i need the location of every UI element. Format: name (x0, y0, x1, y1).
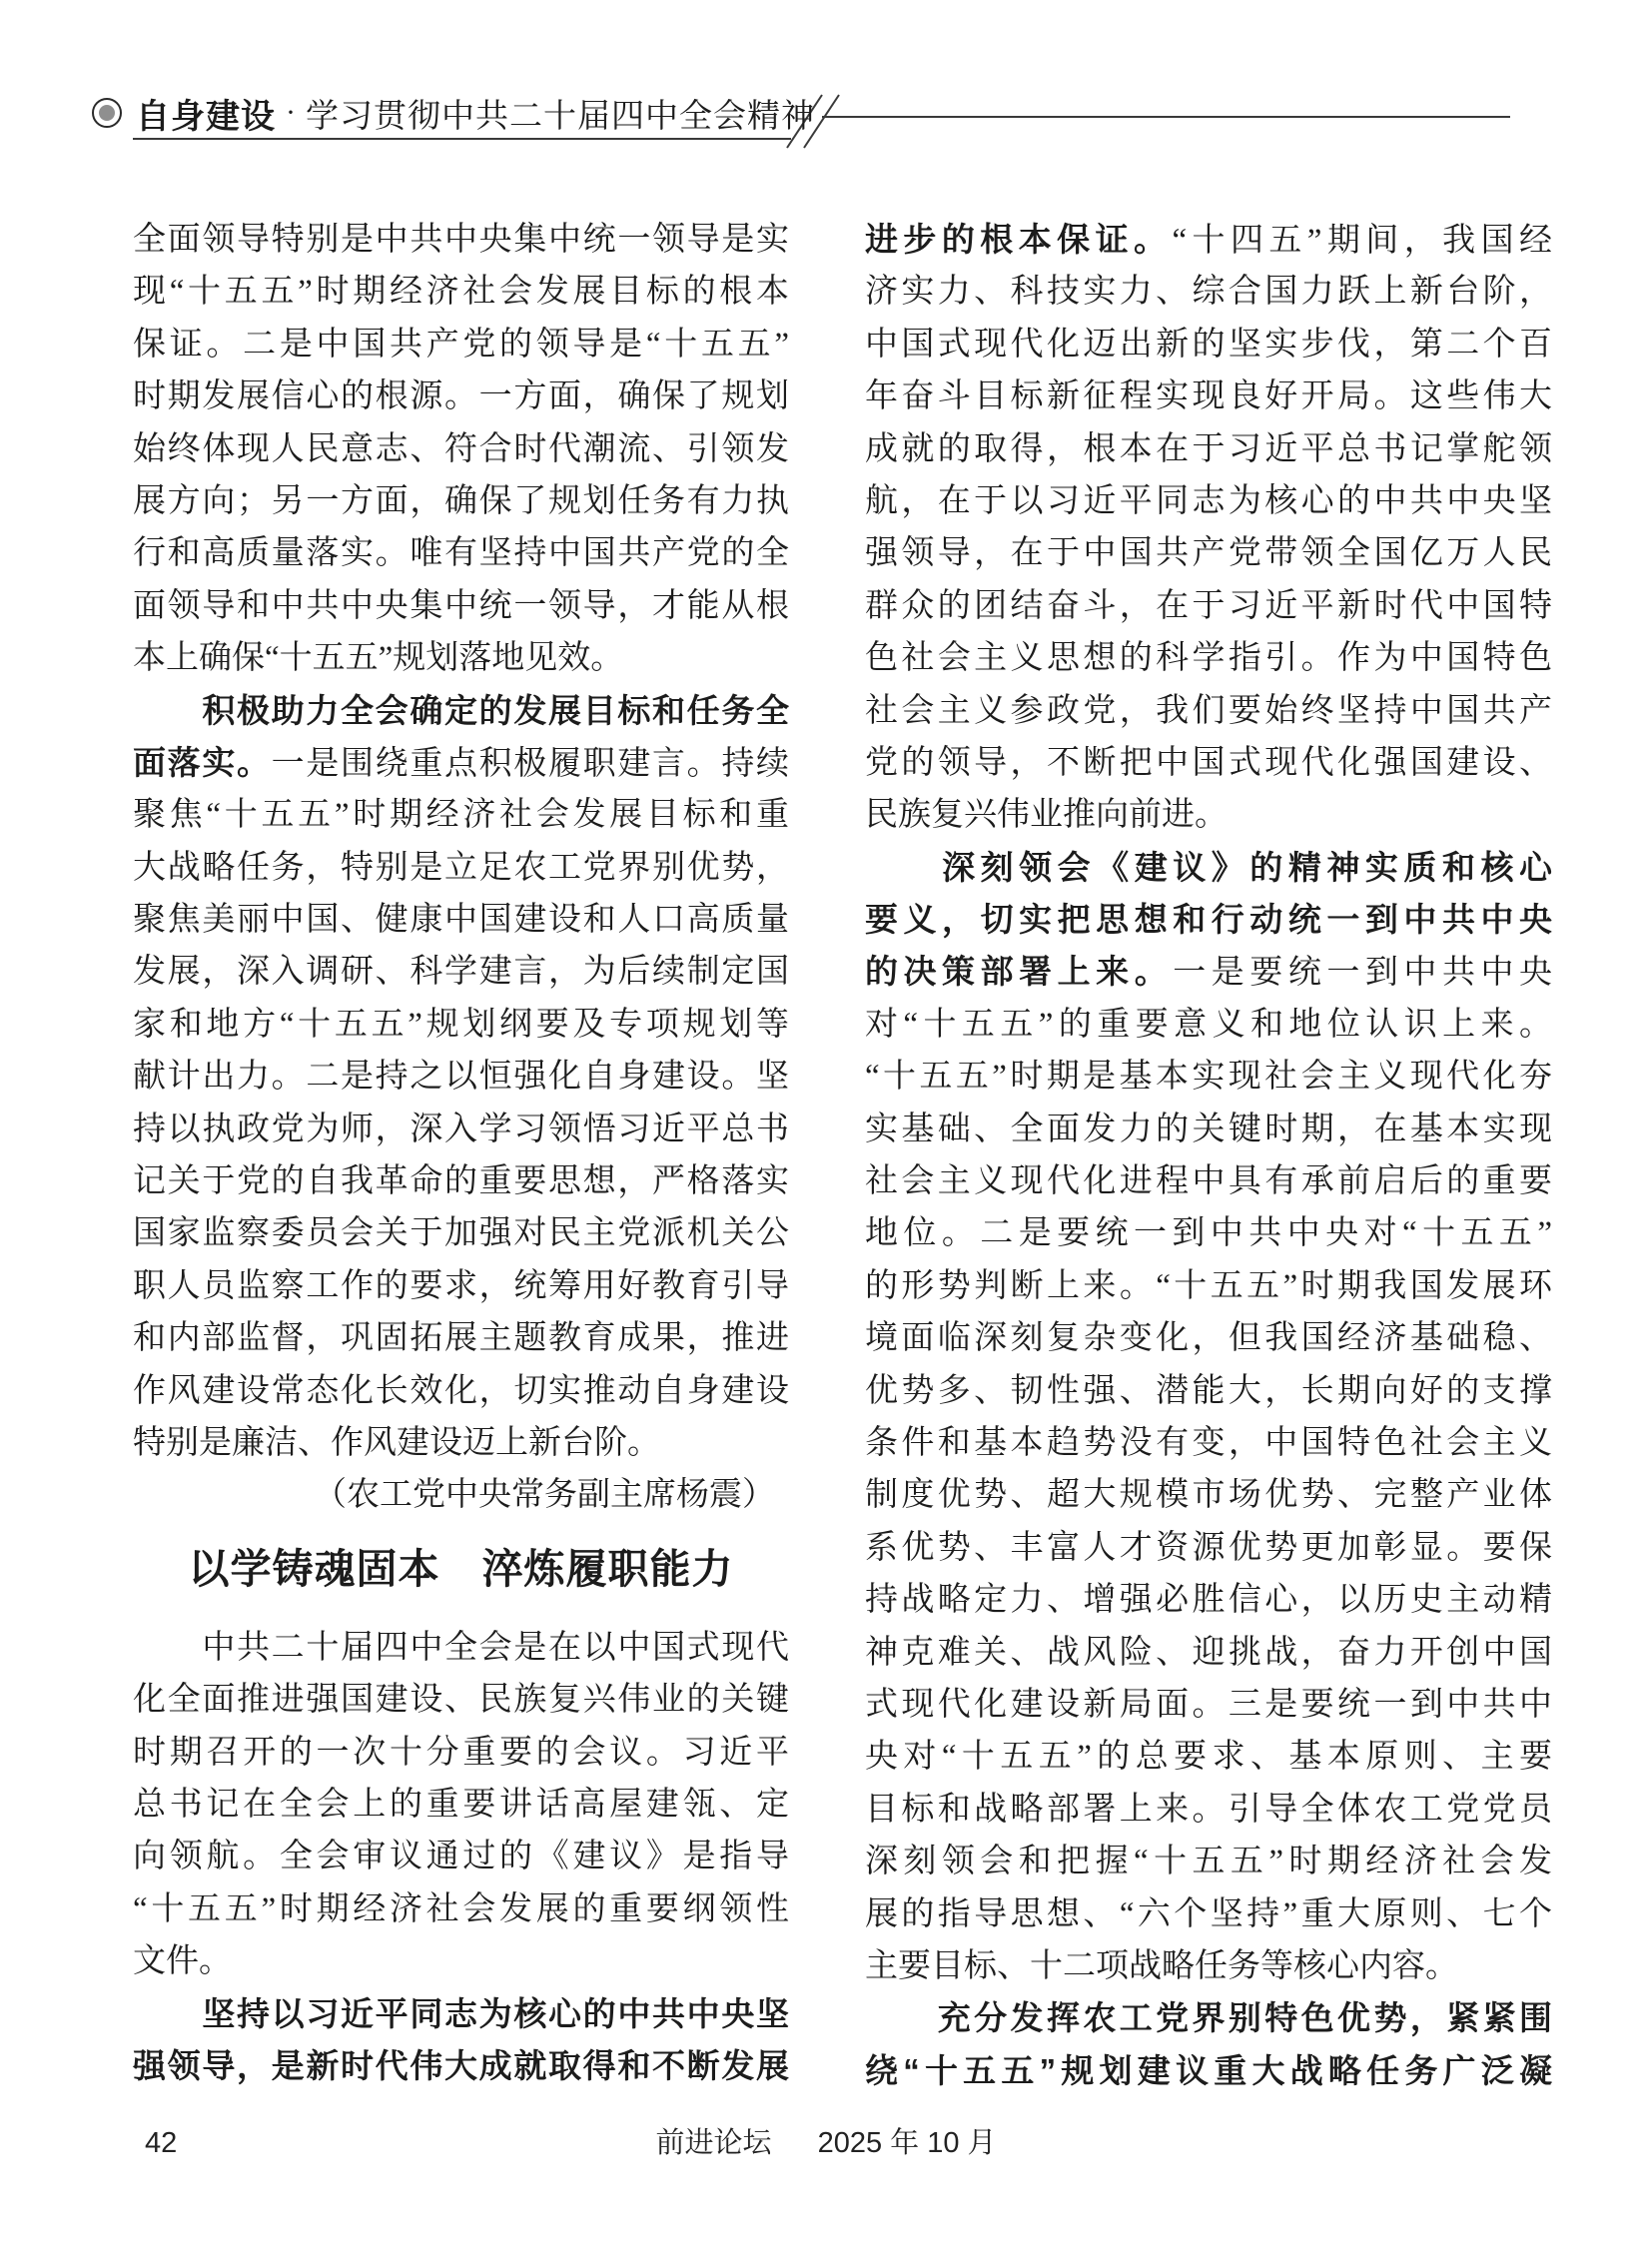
text-segment: 充分发挥农工党界别特色优势，紧紧围 (937, 1999, 1553, 2037)
text-segment: 强领导，是新时代伟大成就取得和不断发展 (133, 2046, 789, 2084)
text-line (133, 1260, 789, 1312)
text-line (133, 319, 789, 371)
text-line (865, 1260, 1552, 1312)
text-segment: 对“十五五”的重要意义和地位认识上来。 (865, 1006, 1552, 1043)
text-segment: 始终体现人民意志、符合时代潮流、引领发 (133, 430, 789, 467)
text-line (133, 789, 789, 841)
text-line (865, 1104, 1552, 1155)
text-segment: 条件和基本趋势没有变，中国特色社会主义 (865, 1424, 1552, 1461)
text-segment: 优势多、韧性强、潜能大，长期向好的支撑 (865, 1372, 1552, 1409)
text-segment: 保证。二是中国共产党的领导是“十五五” (133, 326, 789, 363)
text-line (865, 1731, 1552, 1783)
text-line (865, 1784, 1552, 1836)
text-line (133, 580, 789, 632)
text-segment: 济实力、科技实力、综合国力跃上新台阶， (865, 274, 1552, 311)
text-line (865, 1417, 1552, 1469)
text-line (133, 2040, 789, 2092)
text-line (133, 266, 789, 318)
text-segment: 党的领导，不断把中国式现代化强国建设、 (865, 744, 1552, 781)
page-footer (0, 2123, 1652, 2163)
text-segment: 的形势判断上来。“十五五”时期我国发展环 (865, 1267, 1552, 1304)
text-line (865, 685, 1552, 737)
text-segment: 大战略任务，特别是立足农工党界别优势， (133, 849, 789, 886)
text-segment: 向领航。全会审议通过的《建议》是指导 (133, 1839, 789, 1875)
text-segment: 坚持以习近平同志为核心的中共中央坚 (202, 1994, 790, 2032)
header-rule (0, 0, 1652, 170)
text-segment: 面落实。 (133, 743, 272, 781)
column-right (865, 214, 1552, 2097)
text-line (865, 632, 1552, 684)
text-segment: 的决策部署上来。 (865, 953, 1174, 991)
text-line (865, 1469, 1552, 1521)
text-segment: 神克难关、战风险、迎挑战，奋力开创中国 (865, 1634, 1552, 1671)
text-segment: 行和高质量落实。唯有坚持中国共产党的全 (133, 535, 789, 572)
text-segment: 航，在于以习近平同志为核心的中共中央坚 (865, 482, 1552, 519)
text-segment: 时期召开的一次十分重要的会议。习近平 (133, 1734, 789, 1771)
text-line (865, 1627, 1552, 1679)
text-segment: 制度优势、超大规模市场优势、完整产业体 (865, 1477, 1552, 1514)
text-segment: 民族复兴伟业推向前进。 (865, 797, 1228, 834)
section-bullet-icon (92, 98, 122, 128)
header-topic: 学习贯彻中共二十届四中全会精神 (306, 98, 815, 135)
text-segment: 主要目标、十二项战略任务等核心内容。 (865, 1947, 1458, 1984)
text-segment: 记关于党的自我革命的重要思想，严格落实 (133, 1163, 789, 1200)
text-line (865, 527, 1552, 579)
text-segment: 成就的取得，根本在于习近平总书记掌舵领 (865, 430, 1552, 467)
text-line (865, 894, 1552, 946)
text-line (133, 1674, 789, 1726)
text-line (133, 946, 789, 998)
text-line (133, 999, 789, 1051)
text-segment: 国家监察委员会关于加强对民主党派机关公 (133, 1215, 789, 1252)
text-line (865, 475, 1552, 527)
text-line (865, 1155, 1552, 1207)
text-line (865, 946, 1552, 998)
text-segment: 群众的团结奋斗，在于习近平新时代中国特 (865, 587, 1552, 624)
text-line (133, 632, 789, 684)
text-line (133, 1988, 789, 2040)
text-line (133, 1831, 789, 1882)
text-segment: 献计出力。二是持之以恒强化自身建设。坚 (133, 1059, 789, 1096)
text-line (133, 1051, 789, 1103)
text-segment: 和内部监督，巩固拓展主题教育成果，推进 (133, 1320, 789, 1357)
text-line (133, 1155, 789, 1207)
text-segment: 化全面推进强国建设、民族复兴伟业的关键 (133, 1682, 789, 1719)
text-segment: 深刻领会和把握“十五五”时期经济社会发 (865, 1844, 1552, 1880)
text-segment: 中共二十届四中全会是在以中国式现代 (133, 1629, 789, 1666)
text-line (865, 1051, 1552, 1103)
text-line (865, 1574, 1552, 1626)
text-segment: 特别是廉洁、作风建设迈上新台阶。 (133, 1424, 660, 1461)
text-line (133, 1312, 789, 1364)
text-segment: 强领导，在于中国共产党带领全国亿万人民 (865, 535, 1552, 572)
paragraph (865, 1992, 1552, 2097)
text-segment: 社会主义现代化进程中具有承前启后的重要 (865, 1163, 1552, 1200)
page-number: 42 (145, 2127, 178, 2159)
paragraph (133, 1622, 789, 1988)
text-line (133, 1883, 789, 1935)
text-segment: “十四五”期间，我国经 (1172, 223, 1553, 259)
text-segment (865, 2001, 938, 2037)
text-segment: 式现代化建设新局面。三是要统一到中共中 (865, 1686, 1552, 1723)
text-line (865, 1312, 1552, 1364)
text-segment: 要义，切实把思想和行动统一到中共中央 (865, 901, 1552, 939)
text-line (865, 1207, 1552, 1259)
paragraph (133, 1988, 789, 2093)
text-line (133, 1417, 789, 1469)
text-line (865, 999, 1552, 1051)
text-segment: 家和地方“十五五”规划纲要及专项规划等 (133, 1006, 789, 1043)
text-line (133, 1207, 789, 1259)
text-line (865, 842, 1552, 894)
page-header (0, 0, 1652, 170)
text-line (865, 1522, 1552, 1574)
text-line (133, 1104, 789, 1155)
text-segment: 作风建设常态化长效化，切实推动自身建设 (133, 1372, 789, 1409)
footer-center (0, 2123, 1652, 2163)
text-line (133, 894, 789, 946)
text-segment: 实基础、全面发力的关键时期，在基本实现 (865, 1111, 1552, 1147)
column-left (133, 214, 789, 2092)
text-line (133, 371, 789, 422)
text-line (133, 1622, 789, 1674)
text-segment: 系优势、丰富人才资源优势更加彰显。要保 (865, 1529, 1552, 1566)
text-segment: 深刻领会《建议》的精神实质和核心 (942, 848, 1553, 886)
text-segment: 地位。二是要统一到中共中央对“十五五” (865, 1215, 1552, 1252)
text-segment: 年奋斗目标新征程实现良好开局。这些伟大 (865, 378, 1552, 415)
text-line (133, 423, 789, 475)
text-line (865, 266, 1552, 318)
text-line (865, 1992, 1552, 2044)
text-segment: 现“十五五”时期经济社会发展目标的根本 (133, 274, 789, 311)
paragraph (133, 214, 789, 685)
text-segment: 持战略定力、增强必胜信心，以历史主动精 (865, 1582, 1552, 1619)
text-line (865, 1836, 1552, 1887)
issue-date: 2025 年 10 月 (817, 2127, 997, 2159)
text-segment (865, 851, 942, 887)
paragraph (865, 214, 1552, 842)
text-line (865, 1679, 1552, 1731)
text-line (133, 1365, 789, 1417)
text-line (133, 1727, 789, 1779)
text-segment: 聚焦“十五五”时期经济社会发展目标和重 (133, 797, 789, 834)
text-segment (133, 694, 202, 730)
text-line (865, 214, 1552, 266)
text-segment: 持以执政党为师，深入学习领悟习近平总书 (133, 1111, 789, 1147)
text-segment: 展的指导思想、“六个坚持”重大原则、七个 (865, 1895, 1552, 1932)
text-segment: 发展，深入调研、科学建言，为后续制定国 (133, 954, 789, 991)
text-segment (133, 1997, 202, 2033)
text-segment: 全面领导特别是中共中央集中统一领导是实 (133, 222, 789, 258)
text-line (133, 842, 789, 894)
header-separator: · (286, 96, 296, 129)
text-segment: 总书记在全会上的重要讲话高屋建瓴、定 (133, 1786, 789, 1823)
paragraph (865, 842, 1552, 1993)
text-segment: 文件。 (133, 1943, 232, 1980)
text-line (865, 1940, 1552, 1992)
text-segment: 色社会主义思想的科学指引。作为中国特色 (865, 640, 1552, 677)
text-segment: 中国式现代化迈出新的坚实步伐，第二个百 (865, 326, 1552, 363)
text-line (865, 580, 1552, 632)
text-line (865, 371, 1552, 422)
text-segment: “十五五”时期经济社会发展的重要纲领性 (133, 1890, 789, 1927)
text-segment: 积极助力全会确定的发展目标和任务全 (202, 691, 790, 729)
text-segment: 展方向；另一方面，确保了规划任务有力执 (133, 482, 789, 519)
text-segment: “十五五”时期是基本实现社会主义现代化夯 (865, 1059, 1552, 1096)
text-line (133, 1779, 789, 1831)
text-line (865, 1365, 1552, 1417)
text-line (865, 737, 1552, 789)
text-line (865, 423, 1552, 475)
text-line (133, 1935, 789, 1987)
text-segment: 境面临深刻复杂变化，但我国经济基础稳、 (865, 1320, 1552, 1357)
text-line (865, 2045, 1552, 2097)
text-line (133, 685, 789, 737)
text-segment: 进步的根本保证。 (865, 221, 1173, 258)
text-segment: 面领导和中共中央集中统一领导，才能从根 (133, 587, 789, 624)
text-line (133, 737, 789, 789)
text-line (133, 214, 789, 266)
text-line (865, 319, 1552, 371)
text-segment: 时期发展信心的根源。一方面，确保了规划 (133, 378, 789, 415)
text-segment: 央对“十五五”的总要求、基本原则、主要 (865, 1739, 1552, 1776)
author-attribution: （农工党中央常务副主席杨震） (314, 1477, 775, 1514)
text-segment: 本上确保“十五五”规划落地见效。 (133, 640, 624, 677)
header-section-title: 自身建设 (136, 97, 276, 136)
paragraph (133, 685, 789, 1470)
text-line (133, 527, 789, 579)
text-segment: 聚焦美丽中国、健康中国建设和人口高质量 (133, 902, 789, 939)
text-segment: 绕“十五五”规划建议重大战略任务广泛凝 (865, 2051, 1552, 2089)
section-heading: 以学铸魂固本 淬炼履职能力 (188, 1545, 734, 1592)
journal-name: 前进论坛 (655, 2127, 772, 2159)
text-segment: 一是要统一到中共中央 (1173, 955, 1553, 992)
text-segment: 一是围绕重点积极履职建言。持续 (271, 745, 790, 782)
text-segment: 职人员监察工作的要求，统筹用好教育引导 (133, 1267, 789, 1304)
text-segment: 社会主义参政党，我们要始终坚持中国共产 (865, 692, 1552, 729)
text-line (865, 789, 1552, 841)
text-segment: 目标和战略部署上来。引导全体农工党党员 (865, 1791, 1552, 1828)
text-line (133, 475, 789, 527)
text-line (865, 1888, 1552, 1940)
